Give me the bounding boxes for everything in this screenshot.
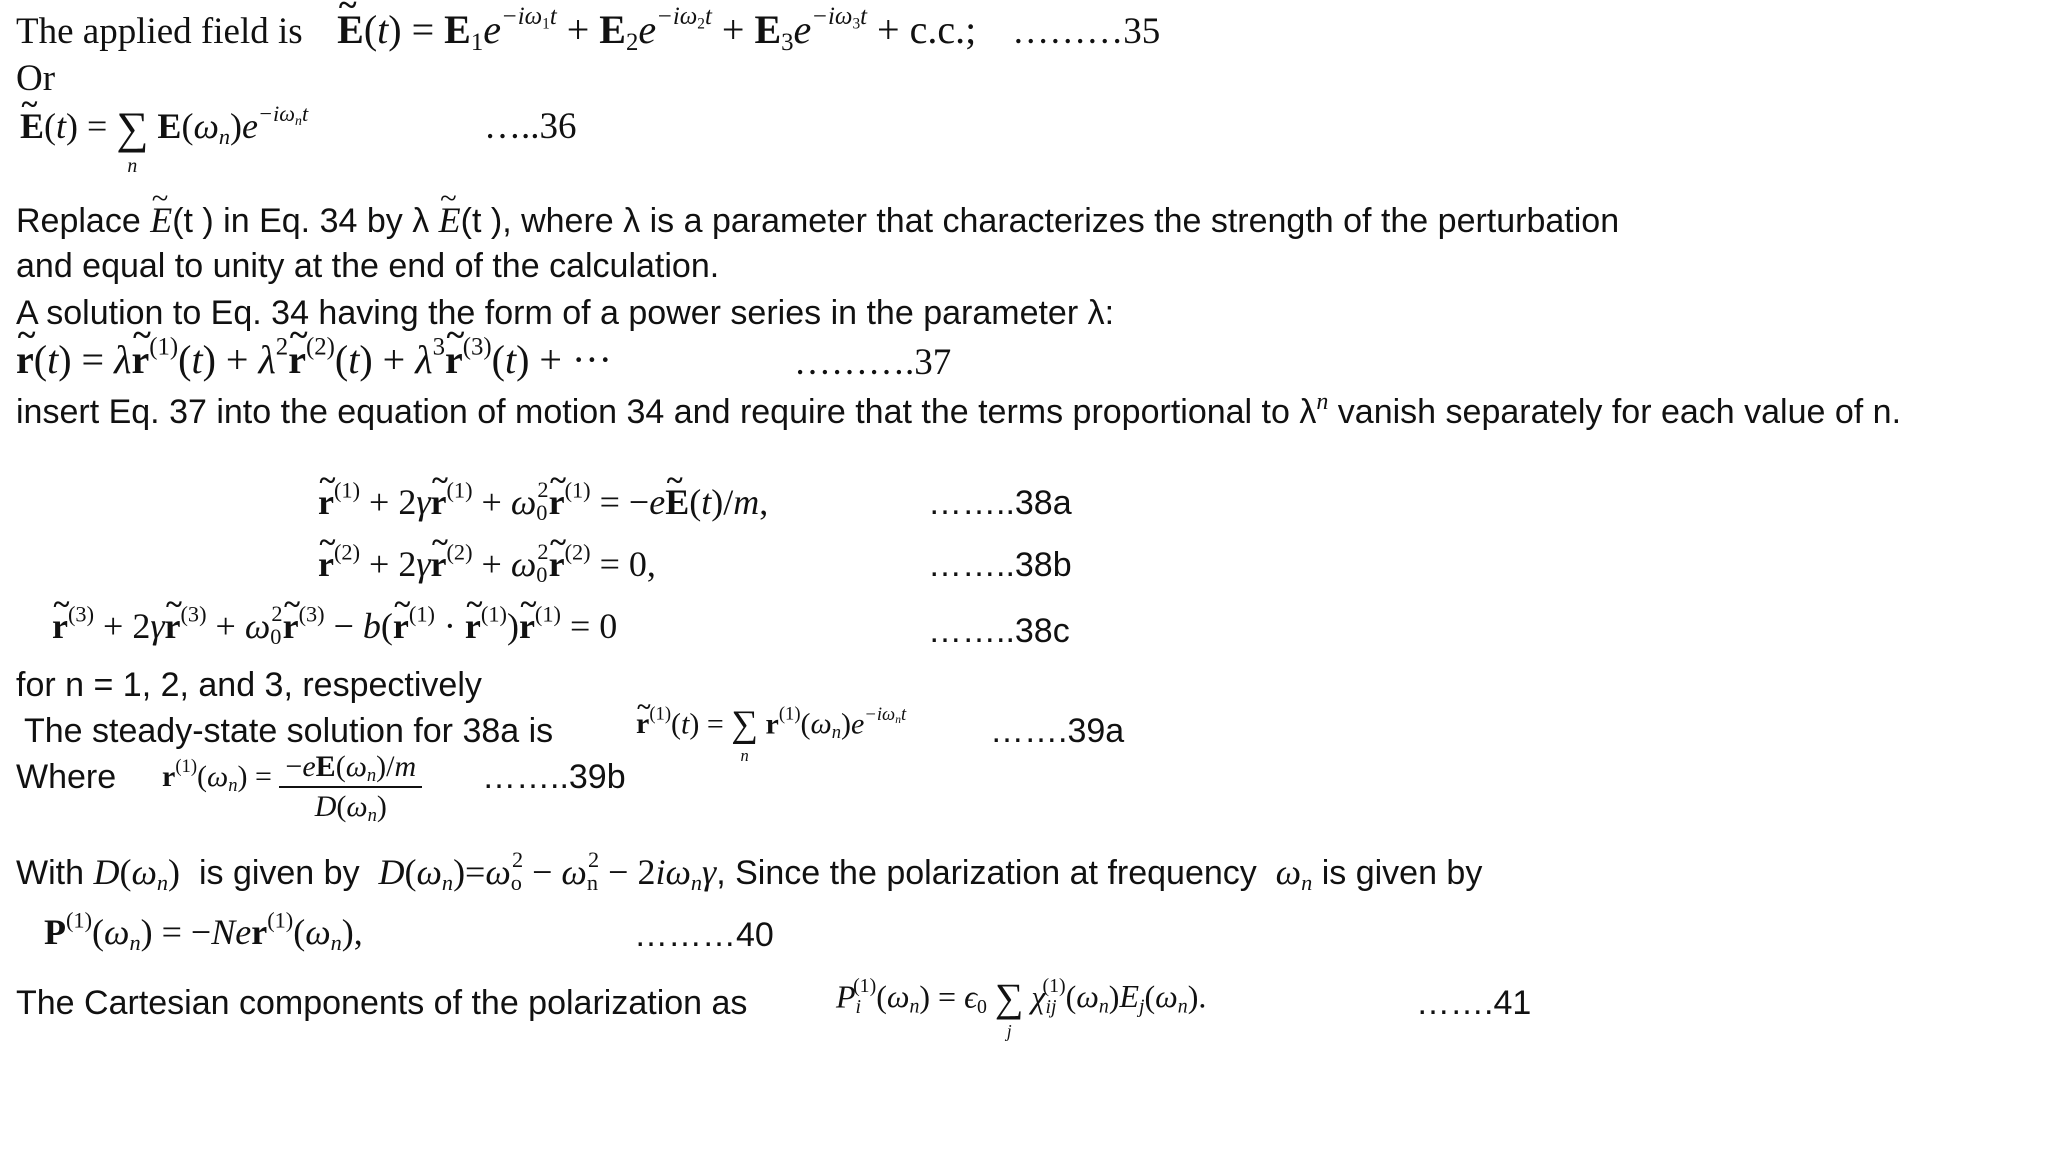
- eq39a-math: r ~$^{(1)}$(t) = ∑ n $r^{(1)}(\omega_n)e^{-i\omega_nt}$: [636, 706, 906, 765]
- eq38c-label: ……..38c: [928, 612, 1070, 650]
- d-omega-args: $(\omega_n)$: [119, 852, 181, 896]
- unity-text: and equal to unity at the end of the calculation.: [16, 247, 720, 285]
- insert-line: [16, 390, 1901, 429]
- eq40-math: $P^{(1)}(\omega_n) = -Ner^{(1)}(\omega_n)$,: [44, 907, 363, 956]
- insert-text-a: insert Eq. 37 into the equation of motion 34 and require that the terms proportional to λ: [16, 393, 1317, 431]
- e-tilde-symbol-2: E ~: [439, 202, 461, 238]
- with-line: [16, 847, 1483, 896]
- applied-field-text: The applied field is: [16, 11, 303, 52]
- eq35-line: [16, 3, 1161, 56]
- sum-symbol-j: ∑ j: [994, 975, 1024, 1042]
- eq38b-math: r ~$^{(2)}$ + 2γr ~$^{(2)}$ + $\omega_0^2r$ ~$^{(2)}$ = 0,: [318, 546, 656, 582]
- cartesian-text: The Cartesian components of the polarization as: [16, 984, 748, 1022]
- eq37-label: ……….37: [794, 342, 952, 383]
- for-n-text: for n = 1, 2, and 3, respectively: [16, 666, 482, 704]
- eq38a-label: ……..38a: [928, 484, 1072, 522]
- replace-text-a: Replace: [16, 202, 141, 240]
- eq36-math: E ~(t) = ∑ n $E(\omega_n)e^{-i\omega_nt}$: [20, 106, 308, 177]
- with-text-d: is given by: [1321, 854, 1483, 892]
- sum-symbol-n: ∑ n: [116, 103, 149, 177]
- d-omega-symbol: D: [93, 852, 120, 892]
- eq35-label: ………35: [1012, 11, 1161, 52]
- e-tilde-symbol: E ~: [150, 202, 172, 238]
- or-text: Or: [16, 58, 56, 99]
- eq39b-label: ……..39b: [482, 758, 626, 796]
- lambda-power-n: n: [1316, 389, 1329, 415]
- replace-line: [16, 202, 1619, 238]
- steady-text: The steady-state solution for 38a is: [24, 712, 554, 750]
- eq40-label: ………40: [634, 916, 774, 954]
- solution-text: A solution to Eq. 34 having the form of a power series in the parameter λ:: [16, 294, 1115, 332]
- eq37-math: r ~(t) = λr ~$^{(1)}$(t) + $\lambda^2r$ ~$^{(2)}$(t) + $\lambda^3r$ ~$^{(3)}$(t) + ···: [16, 340, 612, 380]
- sum-symbol-n-2: ∑ n: [731, 704, 759, 766]
- eq35-math: E ~(t) = $E_1e^{-i\omega_1t} + E_2e^{-i\omega_2t} + E_3e^{-i\omega_3t} + c.c$.;: [337, 7, 986, 52]
- eq38c-math: r ~$^{(3)}$ + 2γr ~$^{(3)}$ + $\omega_0^2r$ ~$^{(3)}$ − b(r ~$^{(1)}$ · r ~$^{(1)}$)r ~$^{(1)}$ = 0: [52, 608, 617, 644]
- eq38b-label: ……..38b: [928, 546, 1072, 584]
- with-text-a: With: [16, 854, 84, 892]
- insert-text-b: vanish separately for each value of n.: [1328, 393, 1902, 431]
- eq39a-label: …….39a: [990, 712, 1125, 750]
- eq41-math: $P_i^{(1)}(\omega_n) = \epsilon_0$ ∑ j $\chi_{ij}^{(1)}(\omega_n)E_j(\omega_n)$.: [836, 975, 1207, 1042]
- where-text: Where: [16, 758, 117, 796]
- with-text-b: is given by: [198, 854, 360, 892]
- eq41-label: …….41: [1416, 984, 1532, 1022]
- eq39b-math: $r^{(1)}(\omega_n)$ = $\frac{-eE(\omega_n)/m}{D(\omega_n)}$: [162, 752, 422, 822]
- replace-text-b: (t ) in Eq. 34 by λ: [172, 202, 430, 240]
- replace-text-c: (t ), where λ is a parameter that characterizes the strength of the perturbation: [460, 202, 1620, 240]
- omega-n-symbol: $\omega_n$: [1275, 852, 1313, 896]
- eq39b-fraction: $\frac{-eE(\omega_n)/m}{D(\omega_n)}$: [279, 752, 422, 822]
- d-omega-definition: $D(\omega_n)=\omega_o^2 - \omega_n^2 - 2i\omega_n\gamma$: [378, 847, 717, 896]
- eq36-label: …..36: [484, 106, 577, 147]
- with-text-c: , Since the polarization at frequency: [716, 854, 1257, 892]
- eq38a-math: r ~$^{(1)}$ + 2γr ~$^{(1)}$ + $\omega_0^2r$ ~$^{(1)}$ = −eE ~(t)/m,: [318, 484, 768, 520]
